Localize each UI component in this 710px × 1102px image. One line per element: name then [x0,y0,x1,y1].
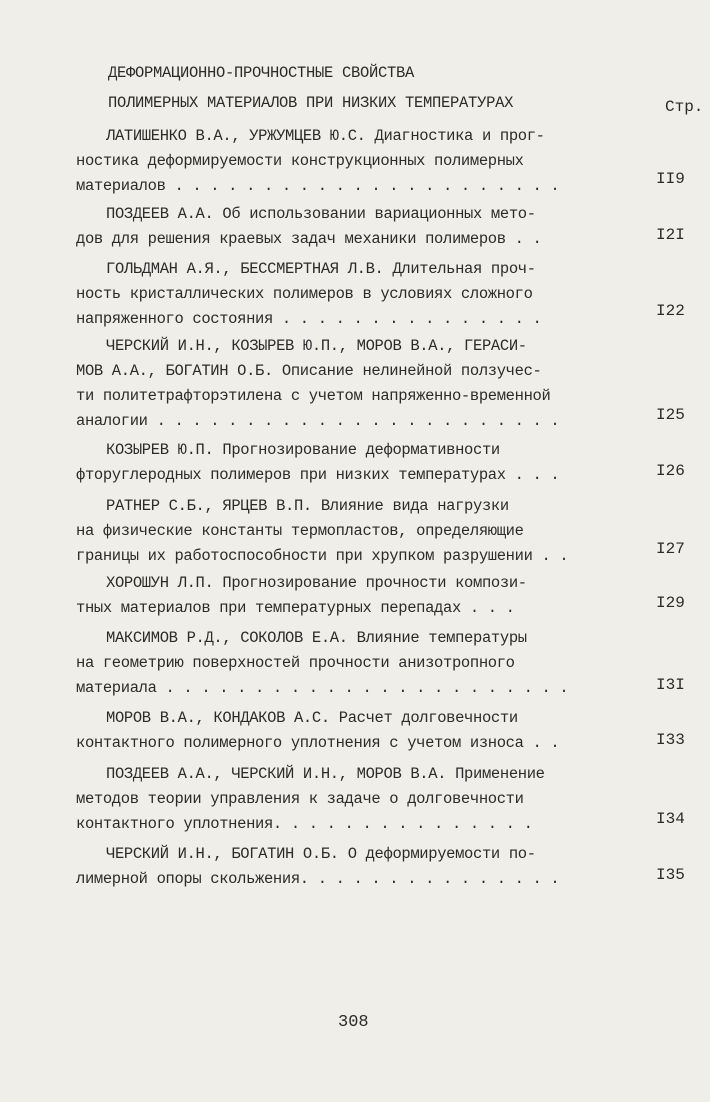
entry-line: МОРОВ В.А., КОНДАКОВ А.С. Расчет долговечности [106,709,518,727]
entry-line: контактного уплотнения. . . . . . . . . . . . . . . [76,815,533,833]
entry-page-number: I33 [656,731,685,749]
entry-line: МОВ А.А., БОГАТИН О.Б. Описание нелинейной ползучес- [76,362,542,380]
toc-entry [76,706,616,756]
entry-line: на геометрию поверхностей прочности анизотропного [76,654,515,672]
toc-entry [76,438,616,488]
toc-entry [76,842,616,892]
entry-line: на физические константы термопластов, определяющие [76,522,524,540]
entry-page-number: I29 [656,594,685,612]
entry-page-number: II9 [656,170,685,188]
entry-line: ность кристаллических полимеров в условиях сложного [76,285,533,303]
entry-line: РАТНЕР С.Б., ЯРЦЕВ В.П. Влияние вида нагрузки [106,497,509,515]
entry-line: ХОРОШУН Л.П. Прогнозирование прочности компози- [106,574,527,592]
entry-line: методов теории управления к задаче о долговечности [76,790,524,808]
toc-entry [76,124,616,199]
toc-entry [76,494,616,569]
entry-line: материала . . . . . . . . . . . . . . . . . . . . . . . [76,679,569,697]
section-title-line2: ПОЛИМЕРНЫХ МАТЕРИАЛОВ ПРИ НИЗКИХ ТЕМПЕРАТУРАХ [108,94,514,112]
entry-line: ГОЛЬДМАН А.Я., БЕССМЕРТНАЯ Л.В. Длительная проч- [106,260,536,278]
entry-line: лимерной опоры скольжения. . . . . . . . . . . . . . . [76,870,560,888]
page-number: 308 [338,1013,369,1032]
entry-page-number: I22 [656,302,685,320]
entry-page-number: I3I [656,676,685,694]
entry-line: ностика деформируемости конструкционных полимерных [76,152,524,170]
entry-line: контактного полимерного уплотнения с учетом износа . . [76,734,560,752]
entry-line: МАКСИМОВ Р.Д., СОКОЛОВ Е.А. Влияние температуры [106,629,527,647]
toc-entry [76,202,616,252]
entry-line: КОЗЫРЕВ Ю.П. Прогнозирование деформативности [106,441,500,459]
entry-line: дов для решения краевых задач механики полимеров . . [76,230,542,248]
entry-page-number: I27 [656,540,685,558]
page-column-label: Стр. [665,98,704,116]
toc-entry [76,257,616,332]
entry-line: материалов . . . . . . . . . . . . . . . . . . . . . . [76,177,560,195]
entry-page-number: I2I [656,226,685,244]
entry-line: ПОЗДЕЕВ А.А. Об использовании вариационных мето- [106,205,536,223]
toc-entry [76,571,616,621]
entry-line: аналогии . . . . . . . . . . . . . . . . . . . . . . . [76,412,560,430]
entry-line: тных материалов при температурных перепадах . . . [76,599,515,617]
entry-page-number: I26 [656,462,685,480]
entry-line: фторуглеродных полимеров при низких температурах . . . [76,466,560,484]
entry-line: ти политетрафторэтилена с учетом напряженно-временной [76,387,551,405]
entry-page-number: I34 [656,810,685,828]
entry-page-number: I25 [656,406,685,424]
toc-entry [76,334,616,434]
toc-entry [76,626,616,701]
entry-line: границы их работоспособности при хрупком разрушении . . [76,547,569,565]
entry-line: ЛАТИШЕНКО В.А., УРЖУМЦЕВ Ю.С. Диагностика и прог- [106,127,545,145]
entry-line: ЧЕРСКИЙ И.Н., БОГАТИН О.Б. О деформируемости по- [106,845,536,863]
entry-line: ЧЕРСКИЙ И.Н., КОЗЫРЕВ Ю.П., МОРОВ В.А., ГЕРАСИ- [106,337,527,355]
entry-page-number: I35 [656,866,685,884]
entry-line: ПОЗДЕЕВ А.А., ЧЕРСКИЙ И.Н., МОРОВ В.А. Применение [106,765,545,783]
section-title-line1: ДЕФОРМАЦИОННО-ПРОЧНОСТНЫЕ СВОЙСТВА [108,64,415,82]
toc-entry [76,762,616,837]
entry-line: напряженного состояния . . . . . . . . . . . . . . . [76,310,542,328]
